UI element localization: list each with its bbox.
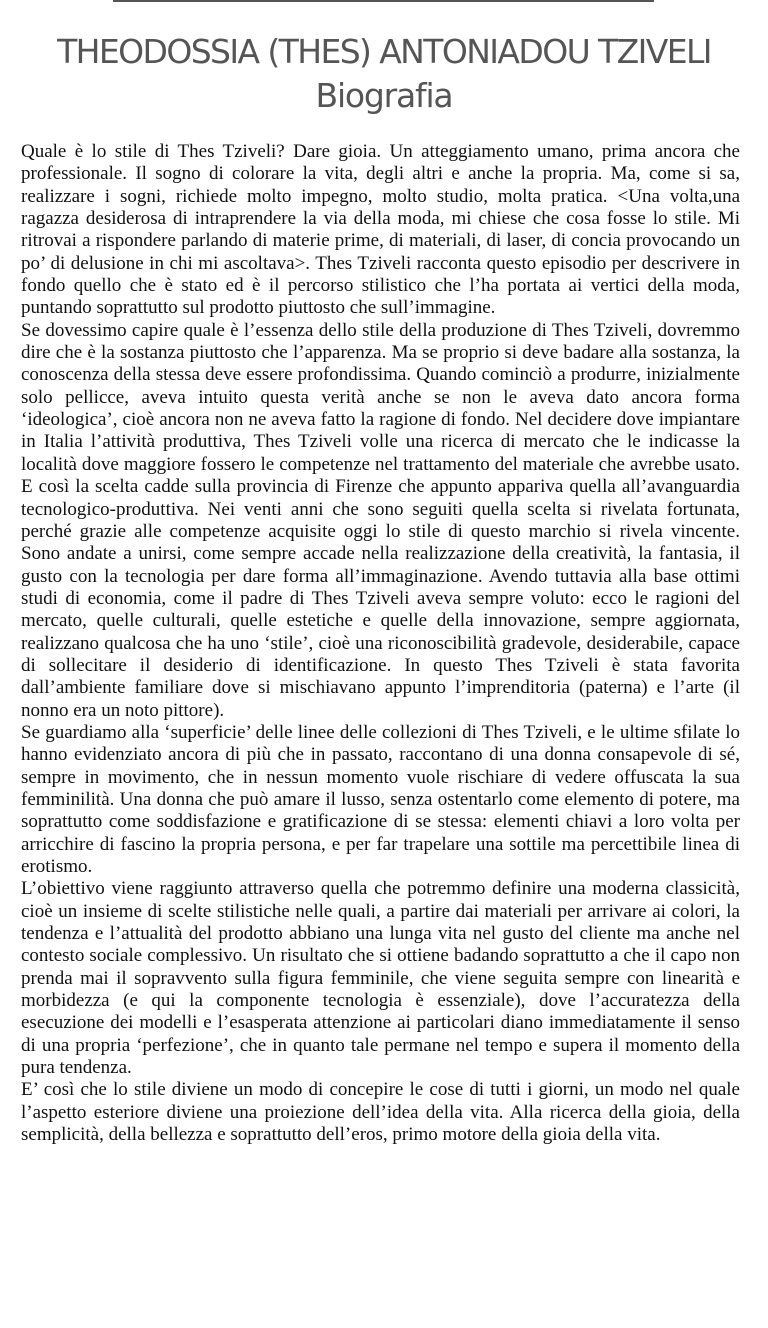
paragraph: L’obiettivo viene raggiunto attraverso quella che potremmo definire una moderna classicità, cioè un insieme di scelte stilistiche nelle quali, a partire dai materiali per arrivare ai colori, la tendenza e l’attualità del prodotto abbiano una lunga vita nel gusto del cliente ma anche nel contesto sociale complessivo. Un risultato che si ottiene badando soprattutto a che il capo non prenda mai il sopravvento sulla figura femminile, che viene seguita sempre con linearità e morbidezza (e qui la componente tecnologia è essenziale), dove l’accuratezza della esecuzione dei modelli e l’esasperata attenzione ai particolari diano immediatamente il senso di una propria ‘perfezione’, che in quanto tale permane nel tempo e supera il momento della pura tendenza.	[21, 878, 740, 1079]
paragraph: Quale è lo stile di Thes Tziveli? Dare gioia. Un atteggiamento umano, prima ancora che professionale. Il sogno di colorare la vita, degli altri e anche la propria. Ma, come si sa, realizzare i sogni, richiede molto impegno, molto studio, molta pratica. <Una volta,una ragazza desiderosa di intraprendere la via della moda, mi chiese che cosa fosse lo stile. Mi ritrovai a rispondere parlando di materie prime, di materiali, di laser, di concia provocando un po’ di delusione in chi mi ascoltava>. Thes Tziveli racconta questo episodio per descrivere in fondo quello che è stato ed è il percorso stilistico che l’ha portata ai vertici della moda, puntando soprattutto sul prodotto piuttosto che sull’immagine.	[21, 141, 740, 319]
document-title: THEODOSSIA (THES) ANTONIADOU TZIVELI	[57, 32, 711, 71]
document-body	[21, 141, 740, 1146]
paragraph: Se guardiamo alla ‘superficie’ delle linee delle collezioni di Thes Tziveli, e le ultime sfilate lo hanno evidenziato ancora di più che in passato, raccontano di una donna consapevole di sé, sempre in movimento, che in nessun momento vuole rischiare di vedere offuscata la sua femminilità. Una donna che può amare il lusso, senza ostentarlo come elemento di potere, ma soprattutto come soddisfazione e gratificazione di se stessa: elementi chiavi a loro volta per arricchire di fascino la propria persona, e per far trapelare una sottile ma percettibile linea di erotismo.	[21, 721, 740, 877]
document-subtitle: Biografia	[315, 76, 453, 115]
document-header	[0, 30, 768, 118]
paragraph: Se dovessimo capire quale è l’essenza dello stile della produzione di Thes Tziveli, dovremmo dire che è la sostanza piuttosto che l’apparenza. Ma se proprio si deve badare alla sostanza, la conoscenza della stessa deve essere profondissima. Quando cominciò a produrre, inizialmente solo pellicce, aveva intuito questa verità anche se non le aveva dato ancora forma ‘ideologica’, cioè ancora non ne aveva fatto la ragione di fondo. Nel decidere dove impiantare in Italia l’attività produttiva, Thes Tziveli volle una ricerca di mercato che le indicasse la località dove maggiore fossero le competenze nel trattamento del materiale che avrebbe usato. E così la scelta cadde sulla provincia di Firenze che appunto appariva quella all’avanguardia tecnologico-produttiva. Nei venti anni che sono seguiti quella scelta si rivelata fortunata, perché grazie alle competenze acquisite oggi lo stile di questo marchio si rivela vincente. Sono andate a unirsi, come sempre accade nella realizzazione della creatività, la fantasia, il gusto con la tecnologia per dare forma all’immaginazione. Avendo tuttavia alla base ottimi studi di economia, come il padre di Thes Tziveli aveva sempre voluto: ecco le ragioni del mercato, quelle culturali, quelle estetiche e quelle della innovazione, sempre aggiornata, realizzano qualcosa che ha uno ‘stile’, cioè una riconoscibilità gradevole, desiderabile, capace di sollecitare il desiderio di identificazione. In questo Thes Tziveli è stata favorita dall’ambiente familiare dove si mischiavano appunto l’imprenditoria (paterna) e l’arte (il nonno era un noto pittore).	[21, 319, 740, 721]
top-divider	[113, 0, 654, 2]
paragraph: E’ così che lo stile diviene un modo di concepire le cose di tutti i giorni, un modo nel quale l’aspetto esteriore diviene una proiezione dell’idea della vita. Alla ricerca della gioia, della semplicità, della bellezza e soprattutto dell’eros, primo motore della gioia della vita.	[21, 1079, 740, 1146]
